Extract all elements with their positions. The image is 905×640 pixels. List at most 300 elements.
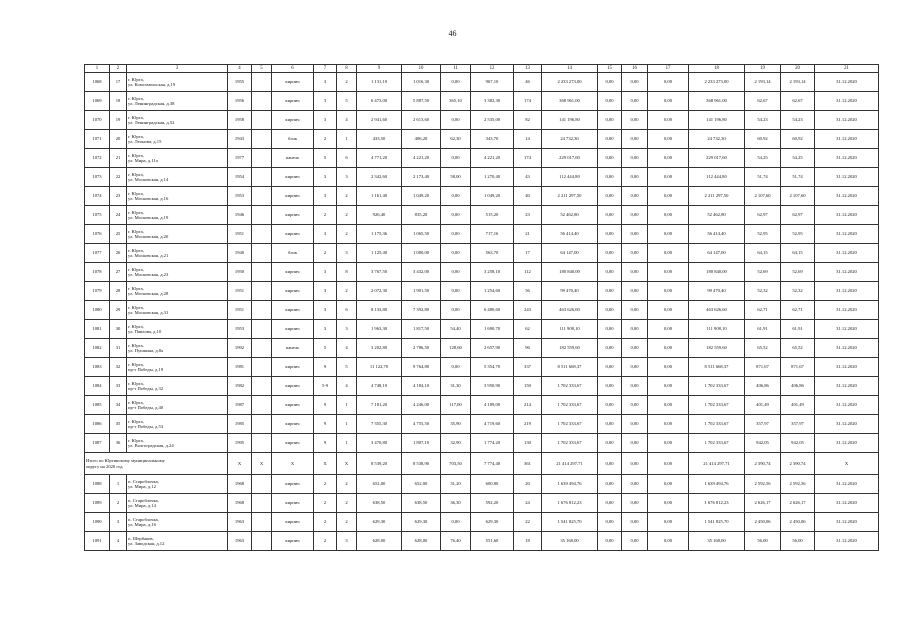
table-cell (252, 130, 272, 149)
table-cell (252, 301, 272, 320)
table-cell: 141 196,80 (542, 111, 598, 130)
address-cell: г. Юрга, пр-т Победы, д.19 (127, 358, 228, 377)
table-cell: 1 541 825,70 (689, 513, 745, 532)
table-cell: 5 (314, 149, 337, 168)
address-cell: г. Юрга, ул. Ленинградская, д.52 (127, 111, 228, 130)
table-cell: 0,00 (648, 339, 689, 358)
table-cell: 3 (337, 244, 357, 263)
table-cell: 1086 (85, 415, 110, 434)
table-cell: 0,00 (648, 301, 689, 320)
total-cell: 0,00 (598, 453, 622, 475)
table-cell (252, 263, 272, 282)
column-number: 7 (314, 65, 337, 73)
table-cell: 9 764,80 (402, 358, 441, 377)
table-cell: 0,00 (598, 494, 622, 513)
table-cell: 31.12.2020 (815, 282, 879, 301)
table-cell: 0,00 (441, 225, 471, 244)
table-cell: 1 270,40 (471, 168, 514, 187)
address-cell: г. Юрга, ул. Московская, д.20 (127, 225, 228, 244)
table-cell: 2 535,00 (471, 111, 514, 130)
table-cell: 4 (110, 532, 127, 551)
table-cell: 1089 (85, 494, 110, 513)
table-cell: 2 107,60 (745, 187, 781, 206)
table-cell: 35 168,00 (689, 532, 745, 551)
table-cell: 1 (337, 396, 357, 415)
table-cell: 32 (110, 358, 127, 377)
table-cell: кирпич (272, 415, 314, 434)
table-cell: 1951 (228, 301, 252, 320)
table-cell: 0,00 (598, 73, 622, 92)
table-cell: 0,00 (648, 513, 689, 532)
address-cell: г. Юрга, ул. Московская, д.16 (127, 187, 228, 206)
table-cell: 34 (110, 396, 127, 415)
table-cell: 0,00 (648, 130, 689, 149)
table-cell: кирпич (272, 282, 314, 301)
table-cell: 1073 (85, 168, 110, 187)
table-cell: 0,00 (622, 130, 648, 149)
table-cell: 4 (337, 377, 357, 396)
table-cell: 35,90 (441, 415, 471, 434)
table-cell: 0,00 (622, 434, 648, 453)
table-cell: 31.12.2020 (815, 225, 879, 244)
table-cell: 967,10 (471, 73, 514, 92)
table-cell: кирпич (272, 513, 314, 532)
table-cell: 31 (110, 339, 127, 358)
table-cell: 515,20 (471, 206, 514, 225)
table-cell: 401,49 (781, 396, 815, 415)
table-cell: 2 (314, 494, 337, 513)
table-cell: 1951 (228, 282, 252, 301)
total-label: Итого по Юргинскому муниципальному округу на 2020 год (85, 453, 228, 475)
table-cell: 3 (314, 301, 337, 320)
table-cell: 99 470,40 (542, 282, 598, 301)
table-cell: 180 840,00 (689, 263, 745, 282)
table-cell: 2 592,56 (745, 475, 781, 494)
table-cell: 652,00 (357, 475, 402, 494)
table-cell: панель (272, 339, 314, 358)
table-cell: 31.12.2020 (815, 244, 879, 263)
table-cell: 3 950,90 (471, 377, 514, 396)
table-cell: 60,92 (745, 130, 781, 149)
table-cell: 0,00 (622, 263, 648, 282)
table-cell: 28 (110, 282, 127, 301)
column-number: 2 (110, 65, 127, 73)
table-cell: 1982 (228, 377, 252, 396)
table-cell: 1070 (85, 111, 110, 130)
table-row (85, 149, 879, 168)
address-cell: г. Юрга, ул. Леонова, д.15 (127, 130, 228, 149)
table-cell: 1951 (228, 225, 252, 244)
table-cell: 21 (110, 149, 127, 168)
table-cell: 112 444,80 (542, 168, 598, 187)
table-cell: 1084 (85, 377, 110, 396)
table-cell: 31.12.2020 (815, 415, 879, 434)
table-cell: 5 (337, 92, 357, 111)
table-cell: 20 (110, 130, 127, 149)
table-row (85, 168, 879, 187)
table-cell: 5 (314, 339, 337, 358)
table-row (85, 111, 879, 130)
table-cell: 26 (110, 244, 127, 263)
table-cell: 31.12.2020 (815, 187, 879, 206)
table-cell: 1985 (228, 415, 252, 434)
table-cell: 343,70 (471, 130, 514, 149)
table-cell: 1 702 333,67 (689, 396, 745, 415)
table-cell: 65,52 (781, 339, 815, 358)
table-cell: 3 (314, 225, 337, 244)
table-cell: 14 (514, 130, 542, 149)
table-cell: 64,15 (781, 244, 815, 263)
table-cell: 0,00 (648, 206, 689, 225)
table-cell: 0,00 (598, 130, 622, 149)
table-row (85, 263, 879, 282)
table-cell: 0,00 (598, 168, 622, 187)
table-cell: 1076 (85, 225, 110, 244)
table-cell: 0,00 (648, 263, 689, 282)
table-cell: 0,00 (598, 475, 622, 494)
table-cell: 0,00 (441, 513, 471, 532)
table-cell: 2 (337, 73, 357, 92)
table-cell: 65,52 (745, 339, 781, 358)
table-cell: 0,00 (622, 513, 648, 532)
table-cell: 4 109,00 (471, 396, 514, 415)
table-cell: 0,00 (598, 377, 622, 396)
total-cell: 7 774,40 (471, 453, 514, 475)
table-cell: 3 (314, 263, 337, 282)
table-cell: 62,97 (781, 206, 815, 225)
column-number: 16 (622, 65, 648, 73)
table-cell: 23 (110, 187, 127, 206)
table-cell: 1 161,40 (357, 187, 402, 206)
table-cell: 31.12.2020 (815, 206, 879, 225)
table-cell: 36 (110, 434, 127, 453)
table-cell: 357,97 (781, 415, 815, 434)
table-cell: 141 196,80 (689, 111, 745, 130)
column-number: 17 (648, 65, 689, 73)
table-cell: 2 (337, 282, 357, 301)
address-cell: п. Староблочка, ул. Мира, д.14 (127, 494, 228, 513)
table-cell: 174 (514, 149, 542, 168)
table-row (85, 320, 879, 339)
table-cell: 0,00 (648, 187, 689, 206)
table-cell: 0,00 (441, 187, 471, 206)
table-cell: блок (272, 244, 314, 263)
table-cell: 31.12.2020 (815, 396, 879, 415)
table-cell: панель (272, 149, 314, 168)
table-cell: 0,00 (598, 396, 622, 415)
table-cell: 628,00 (357, 532, 402, 551)
table-cell: 9 (314, 415, 337, 434)
table-cell: 22 (514, 513, 542, 532)
table-cell: 1 000,00 (402, 244, 441, 263)
table-cell: 4 (337, 339, 357, 358)
table-cell: 0,00 (598, 301, 622, 320)
table-cell: 0,00 (441, 111, 471, 130)
table-cell: 112 444,80 (689, 168, 745, 187)
table-cell: 76,40 (441, 532, 471, 551)
table-cell: 1 702 333,67 (542, 434, 598, 453)
table-cell: 1 175,36 (357, 225, 402, 244)
table-cell: 1 774,20 (471, 434, 514, 453)
table-cell: 0,00 (622, 415, 648, 434)
table-cell: кирпич (272, 263, 314, 282)
table-cell: 1077 (85, 244, 110, 263)
table-cell: 463 626,60 (689, 301, 745, 320)
table-cell (252, 187, 272, 206)
table-cell: 60,92 (781, 130, 815, 149)
table-cell: кирпич (272, 301, 314, 320)
column-number: 6 (272, 65, 314, 73)
column-number: 4 (228, 65, 252, 73)
table-cell: 1068 (85, 73, 110, 92)
table-cell: 2 193,14 (745, 73, 781, 92)
table-cell: 31.12.2020 (815, 513, 879, 532)
table-cell (252, 415, 272, 434)
table-cell: 1079 (85, 282, 110, 301)
table-cell: 8 511 668,37 (542, 358, 598, 377)
table-cell: 1091 (85, 532, 110, 551)
table-cell: 1 254,60 (471, 282, 514, 301)
column-number: 20 (781, 65, 815, 73)
table-cell: 1963 (228, 513, 252, 532)
table-cell: 1078 (85, 263, 110, 282)
table-cell: 3 470,80 (357, 434, 402, 453)
table-cell: 31.12.2020 (815, 475, 879, 494)
table-cell: 1995 (228, 434, 252, 453)
table-cell: 2 592,56 (781, 475, 815, 494)
table-cell: 9 (314, 358, 337, 377)
address-cell: г. Юрга, ул. Московская, д.31 (127, 301, 228, 320)
table-cell: 112 (514, 263, 542, 282)
table-cell: 31.12.2020 (815, 73, 879, 92)
table-cell: 0,00 (598, 415, 622, 434)
table-cell: 3 258,10 (471, 263, 514, 282)
table-cell: 365,10 (441, 92, 471, 111)
table-cell: 29 (110, 301, 127, 320)
table-row (85, 339, 879, 358)
table-cell: 1072 (85, 149, 110, 168)
address-cell: п. Староблочка, ул. Мира, д.16 (127, 513, 228, 532)
table-cell: 1968 (228, 475, 252, 494)
table-cell: 180 840,00 (542, 263, 598, 282)
table-cell: 592,20 (471, 494, 514, 513)
table-cell: 17 (110, 73, 127, 92)
table-cell: 4 184,10 (402, 377, 441, 396)
table-cell: 0,00 (441, 282, 471, 301)
table-row (85, 187, 879, 206)
table-cell: 0,00 (622, 396, 648, 415)
table-cell: 2 211 297,50 (542, 187, 598, 206)
table-cell: 8 133,80 (357, 301, 402, 320)
table-cell: 56,00 (745, 532, 781, 551)
table-cell: 128,60 (441, 339, 471, 358)
table-cell: 54,40 (441, 320, 471, 339)
table-cell: 1 702 333,67 (689, 415, 745, 434)
table-row (85, 475, 879, 494)
table-cell: 0,00 (598, 339, 622, 358)
table-cell: 0,00 (622, 377, 648, 396)
column-number: 11 (441, 65, 471, 73)
address-cell: п. Шербаков, ул. Заводская, д.12 (127, 532, 228, 551)
table-cell: 6 (337, 149, 357, 168)
table-cell: 1 016,30 (402, 73, 441, 92)
address-cell: г. Юрга, ул. Павлова, д.10 (127, 320, 228, 339)
table-cell: 0,00 (648, 111, 689, 130)
table-cell: 1968 (228, 494, 252, 513)
table-cell: 52,95 (745, 225, 781, 244)
table-cell: 36,30 (441, 494, 471, 513)
table-cell: 2 941,60 (357, 111, 402, 130)
table-row (85, 358, 879, 377)
table-cell: 1977 (228, 149, 252, 168)
table-cell: 229 017,60 (542, 149, 598, 168)
table-cell (252, 475, 272, 494)
table-cell: 1 963,30 (357, 320, 402, 339)
table-cell: 1 702 333,67 (689, 434, 745, 453)
table-cell: 1 817,50 (402, 320, 441, 339)
table-cell: 61,91 (745, 320, 781, 339)
table-cell: 99 470,40 (689, 282, 745, 301)
table-cell: 4 755,50 (402, 415, 441, 434)
table-cell: 2 233 273,00 (689, 73, 745, 92)
table-cell: 1075 (85, 206, 110, 225)
table-row (85, 301, 879, 320)
address-cell: г. Юрга, ул. Московская, д.19 (127, 206, 228, 225)
column-number: 13 (514, 65, 542, 73)
table-cell: 0,00 (598, 263, 622, 282)
table-row (85, 513, 879, 532)
table-cell: 35 (110, 415, 127, 434)
table-cell: 27 (110, 263, 127, 282)
table-cell: 3 (337, 532, 357, 551)
table-cell: 24 732,30 (689, 130, 745, 149)
table-cell: 0,00 (648, 320, 689, 339)
table-cell: 31,30 (441, 377, 471, 396)
table-cell: 1 (110, 475, 127, 494)
table-cell: 0,00 (622, 475, 648, 494)
table-cell: 1 049,20 (471, 187, 514, 206)
table-cell: 1987 (228, 396, 252, 415)
table-cell: 6 480,60 (471, 301, 514, 320)
table-cell: 0,00 (648, 149, 689, 168)
table-cell: 24 (514, 494, 542, 513)
table-cell: 1963 (228, 532, 252, 551)
total-cell: X (252, 453, 272, 475)
table-cell: 111 908,10 (689, 320, 745, 339)
table-cell: 229 017,60 (689, 149, 745, 168)
table-cell: 56 414,40 (542, 225, 598, 244)
table-cell: 4 246,00 (402, 396, 441, 415)
table-cell: 0,00 (598, 282, 622, 301)
table-cell (252, 149, 272, 168)
table-cell: 3 (314, 111, 337, 130)
total-cell: X (314, 453, 337, 475)
table-cell: 0,00 (622, 206, 648, 225)
table-cell: 1 690,70 (471, 320, 514, 339)
table-cell: 2 (337, 513, 357, 532)
table-cell: 0,00 (598, 244, 622, 263)
table-cell: 182 559,60 (542, 339, 598, 358)
table-cell: 0,00 (441, 244, 471, 263)
table-cell: 600,80 (471, 475, 514, 494)
table-cell: 2 450,06 (781, 513, 815, 532)
table-cell: 1940 (228, 244, 252, 263)
table-cell: 4 221,20 (471, 149, 514, 168)
table-cell: 3 (337, 168, 357, 187)
table-cell: 31.12.2020 (815, 320, 879, 339)
table-cell (252, 168, 272, 187)
table-cell: 0,00 (622, 244, 648, 263)
table-cell: 337 (514, 358, 542, 377)
table-cell: 2 (314, 513, 337, 532)
table-cell: 1 125,40 (357, 244, 402, 263)
table-cell: 62,67 (781, 92, 815, 111)
total-cell: 21 414 297,71 (542, 453, 598, 475)
table-cell: 0,00 (622, 301, 648, 320)
table-cell: 2 193,14 (781, 73, 815, 92)
table-cell: 4 748,10 (357, 377, 402, 396)
table-cell: 0,00 (622, 149, 648, 168)
table-cell: 4 719,60 (471, 415, 514, 434)
column-number: 14 (542, 65, 598, 73)
table-cell: 3 432,00 (402, 263, 441, 282)
table-cell (252, 434, 272, 453)
table-cell: 0,00 (598, 111, 622, 130)
address-cell: п. Староблочка, ул. Мира, д.12 (127, 475, 228, 494)
column-number: 9 (357, 65, 402, 73)
column-number: 3 (127, 65, 228, 73)
table-cell: 64 147,00 (689, 244, 745, 263)
table-cell: 8 511 668,37 (689, 358, 745, 377)
table-cell: 0,00 (648, 358, 689, 377)
table-cell: 1953 (228, 187, 252, 206)
table-cell: 1 639 494,76 (542, 475, 598, 494)
table-cell: 2 (337, 494, 357, 513)
table-cell: 2 657,90 (471, 339, 514, 358)
column-number: 12 (471, 65, 514, 73)
table-row (85, 225, 879, 244)
table-cell: 64 147,00 (542, 244, 598, 263)
table-cell: 7 181,20 (357, 396, 402, 415)
table-cell: 1 807,10 (402, 434, 441, 453)
table-cell: 174 (514, 92, 542, 111)
table-cell: 20 (514, 475, 542, 494)
table-cell: 0,00 (598, 225, 622, 244)
table-cell: 52,69 (745, 263, 781, 282)
table-cell: 1 131,10 (357, 73, 402, 92)
table-cell: 2 (337, 187, 357, 206)
table-cell: 3 382,30 (471, 92, 514, 111)
table-cell: 1953 (228, 320, 252, 339)
table-cell (252, 92, 272, 111)
address-cell: г. Юрга, ул. Ленинградская, д.38 (127, 92, 228, 111)
table-cell: 62,30 (441, 130, 471, 149)
table-cell (252, 111, 272, 130)
address-cell: г. Юрга, ул. Московская, д.28 (127, 282, 228, 301)
table-cell: 52,69 (781, 263, 815, 282)
table-cell: 1 541 825,70 (542, 513, 598, 532)
table-cell: 4 (337, 111, 357, 130)
table-cell: 31.12.2020 (815, 301, 879, 320)
table-cell: 0,00 (648, 244, 689, 263)
table-cell: 0,00 (441, 149, 471, 168)
table-cell: 5 887,50 (402, 92, 441, 111)
table-cell: 463 626,60 (542, 301, 598, 320)
table-row (85, 532, 879, 551)
table-cell: 2 072,30 (357, 282, 402, 301)
table-cell: 0,00 (622, 73, 648, 92)
table-cell: 2 626,17 (745, 494, 781, 513)
